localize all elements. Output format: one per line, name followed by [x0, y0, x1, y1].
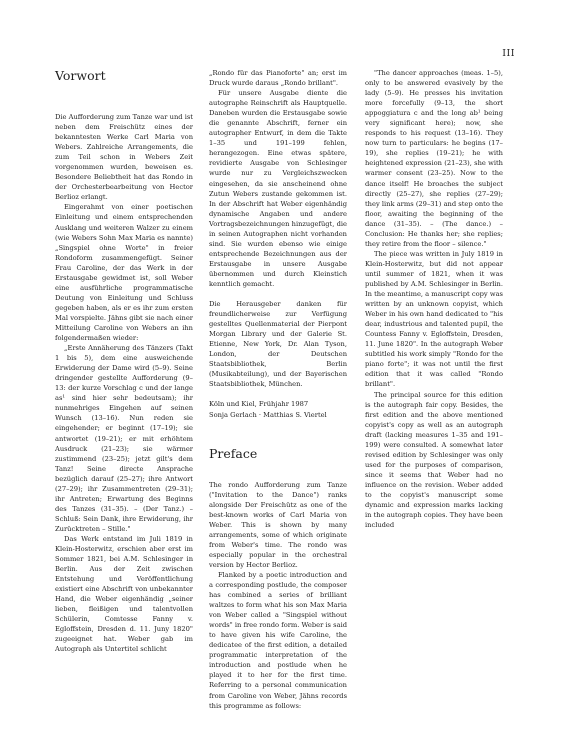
preface-paragraph-2: Flanked by a poetic introduction and a corresponding postlude, the composer has combined a series of brilliant waltzes to form what his son Max Maria von Weber called a "Singspiel without words" in free rondo form. Weber is said to have given his wife Caroline, the dedicatee of the first edition, a detailed programmatic interpretation of the introduction and postlude when he played it to her for the first time. Referring to a personal communication from Caroline von Weber, Jähns records this programme as follows: — [209, 570, 347, 710]
column-2 — [209, 68, 347, 711]
vorwort-editors: Sonja Gerlach · Matthias S. Viertel — [209, 410, 327, 419]
vorwort-paragraph-1: Die Aufforderung zum Tanze war und ist neben dem Freischütz eines der bekanntesten Werke Carl Maria von Webers. Zahlreiche Arrangements, die zum Teil schon in Webers Zeit vorgenommen wurden, beweisen es. Besondere Beliebtheit hat das Rondo in der Orchesterbearbeitung von Hector Berlioz erlangt. — [55, 113, 193, 202]
preface-paragraph-1: The rondo Aufforderung zum Tanze ("Invitation to the Dance") ranks alongside Der Freischütz as one of the best-known works of Carl Maria von Weber. This is shown by many arrangements, some of which originate from Weber's time. The rondo was especially popular in the orchestral version by Hector Berlioz. — [209, 480, 347, 569]
vorwort-paragraph-4-continued: „Rondo für das Pianoforte" an; erst im Druck wurde daraus „Rondo brillant". — [209, 69, 347, 88]
preface-quotation: "The dancer approaches (meas. 1–5), only to be answered evasively by the lady (5–9). He presses his invitation more forcefully (9–13, the short appoggiatura c and the long ab¹ being very significant here); now, she responds to his request (13–16). They now turn to particulars: he begins (17–19), she replies (19–21); he with heightened expression (21–23), she with warmer consent (23–25). Now to the dance itself! He broaches the subject directly (25–27), she replies (27–29); they link arms (29–31) and step onto the floor, awaiting the beginning of the dance (31–35). – (The dance.) – Conclusion: He thanks her; she replies; they retire from the floor – silence." — [365, 69, 503, 248]
vorwort-place-date: Köln und Kiel, Frühjahr 1987 — [209, 400, 309, 409]
vorwort-paragraph-5: Für unsere Ausgabe diente die autographe Reinschrift als Hauptquelle. Daneben wurden die Erstausgabe sowie die genannte Abschrift, ferner ein autographer Entwurf, in dem die Takte 1–35 und 191–199 fehlen, herangezogen. Eine etwas spätere, revidierte Ausgabe von Schlesinger wurde nur zu Vergleichszwecken eingesehen, da sie anscheinend ohne Zutun Webers zustande gekommen ist. In der Abschrift hat Weber eigenhändig dynamische Angaben und andere Vortragsbezeichnungen hinzugefügt, die in seinen Autographen nicht vorhanden sind. Sie wurden ebenso wie einige entsprechende Bezeichnungen aus der Erstausgabe in unsere Ausgabe übernommen und durch Kleinstich kenntlich gemacht. — [209, 89, 347, 288]
vorwort-paragraph-2: Eingerahmt von einer poetischen Einleitung und einem entsprechenden Ausklang und weiteren Walzer zu einem (wie Webers Sohn Max Maria es nannte) „Singspiel ohne Worte" in freier Rondoform zusammengefügt. Seiner Frau Caroline, der das Werk in der Erstausgabe gewidmet ist, soll Weber eine ausführliche programmatische Deutung von Einleitung und Schluss gegeben haben, als er es ihr zum ersten Mal vorspielte. Jähns gibt sie nach einer Mitteilung Caroline von Webers an ihn folgendermaßen wieder: — [55, 203, 193, 343]
preface-heading: Preface — [209, 445, 258, 461]
vorwort-heading: Vorwort — [55, 68, 106, 83]
vorwort-acknowledgements: Die Herausgeber danken für freundlicherweise zur Verfügung gestelltes Quellenmaterial der Pierpont Morgan Library und der Galerie St. Etienne, New York, Dr. Alan Tyson, London, der Deutschen Staatsbibliothek, Berlin (Musikabteilung), und der Bayerischen Staatsbibliothek, München. — [209, 300, 347, 389]
preface-paragraph-4: The piece was written in July 1819 in Klein-Hosterwitz, but did not appear until summer of 1821, when it was published by A.M. Schlesinger in Berlin. In the meantime, a manuscript copy was written by an unknown copyist, which Weber in his own hand dedicated to "his dear, industrious and talented pupil, the Countess Fanny v. Egloffstein, Dresden, 11. June 1820". In the autograph Weber subtitled his work simply "Rondo for the piano forte"; it was not until the first edition that it was called "Rondo brillant". — [365, 249, 503, 389]
column-1 — [55, 68, 193, 655]
vorwort-quotation: „Erste Annäherung des Tänzers (Takt 1 bis 5), dem eine ausweichende Erwiderung der Dame wird (5–9). Seine dringender gestellte Aufforderung (9–13: der kurze Vorschlag c und der lange as¹ sind hier sehr bedeutsam); ihr nunmehriges Eingehen auf seinen Wunsch (13–16). Nun reden sie eingehender; er beginnt (17–19); sie antwortet (19–21); er mit erhöhtem Ausdruck (21–23); sie wärmer zustimmend (23–25); jetzt gilt's dem Tanz! Seine directe Ansprache bezüglich darauf (25–27); ihre Antwort (27–29); ihr Zusammentreten (29–31); ihr Antreten; Erwartung des Beginns des Tanzes (31–35). – (Der Tanz.) – Schluß: Sein Dank, ihre Erwiderung, ihr Zurücktreten – Stille." — [55, 344, 193, 533]
page-number: III — [502, 48, 515, 59]
column-3 — [365, 68, 503, 530]
preface-paragraph-5: The principal source for this edition is the autograph fair copy. Besides, the first edition and the above mentioned copyist's copy as well as an autograph draft (lacking measures 1–35 and 191–199) were consulted. A somewhat later revised edition by Schlesinger was only used for the purposes of comparison, since it seems that Weber had no influence on the revision. Weber added to the copyist's manuscript some dynamic and expression marks lacking in the autograph copies. They have been included — [365, 390, 503, 530]
vorwort-paragraph-4: Das Werk entstand im Juli 1819 in Klein-Hosterwitz, erschien aber erst im Sommer 1821, bei A.M. Schlesinger in Berlin. Aus der Zeit zwischen Entstehung und Veröffentlichung existiert eine Abschrift von unbekannter Hand, die Weber eigenhändig „seiner lieben, fleißigen und talentvollen Schülerin, Comtesse Fanny v. Egloffstein, Dresden d. 11. Juny 1820" zugeeignet hat. Weber gab im Autograph als Untertitel schlicht — [55, 534, 193, 654]
